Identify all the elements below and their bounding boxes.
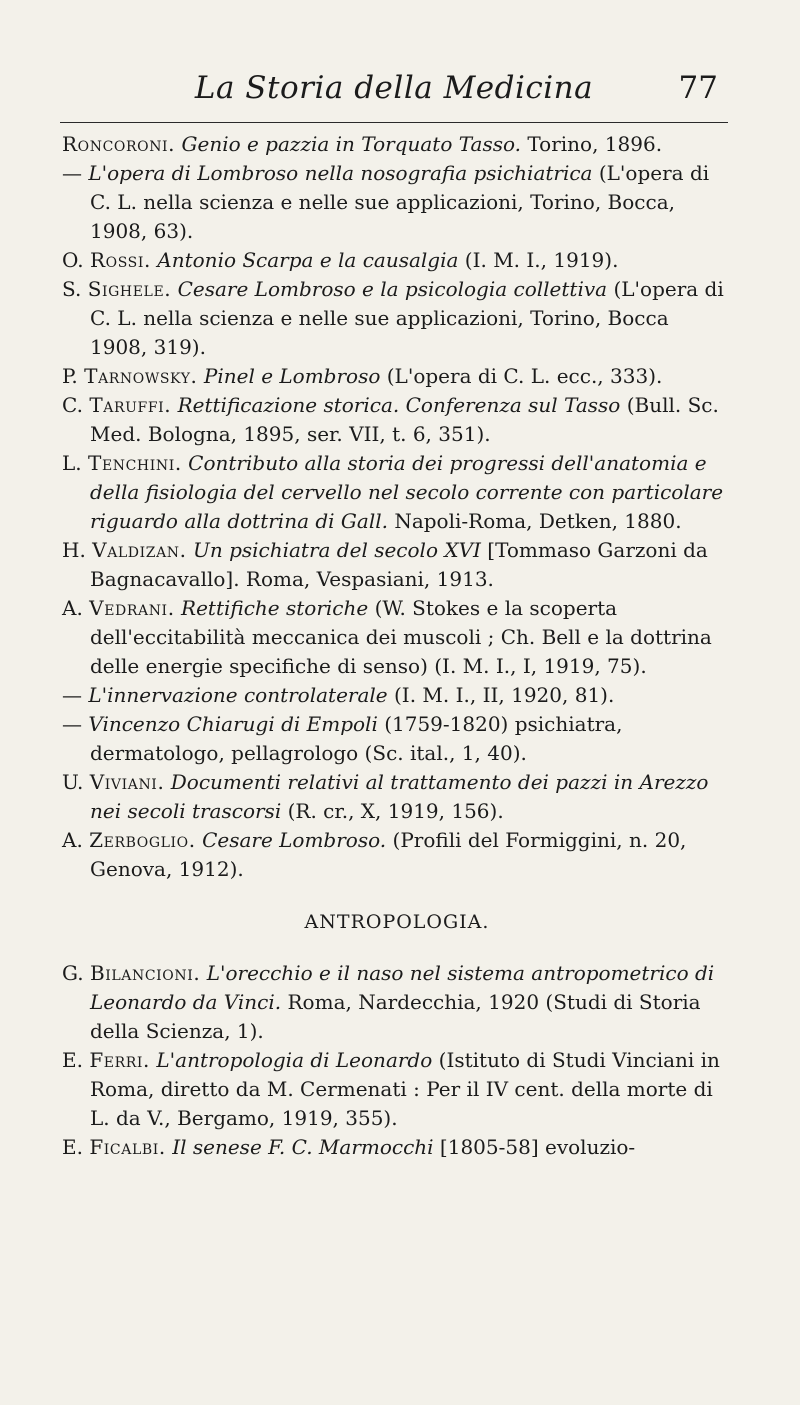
entry-details: (Profili del Formiggini, n. 20, Genova, 1912). xyxy=(90,828,687,881)
entry-title: L'antropologia di Leonardo xyxy=(156,1048,433,1072)
entry-details: (W. Stokes e la scoperta dell'eccitabilità meccanica dei muscoli ; Ch. Bell e la dottrina delle energie specifiche di senso) (I. M. I., I, 1919, 75). xyxy=(90,596,712,678)
entry-initial: L. xyxy=(62,451,88,475)
bib-entry xyxy=(62,362,732,391)
entry-initial: E. xyxy=(62,1135,90,1159)
bib-entry xyxy=(62,391,732,449)
entry-initial: C. xyxy=(62,393,90,417)
bib-entry xyxy=(62,536,732,594)
entry-ditto-dash: — xyxy=(62,683,82,707)
entry-initial: U. xyxy=(62,770,90,794)
entry-title: Rettificazione storica. Conferenza sul Tasso xyxy=(177,393,621,417)
bib-entry xyxy=(62,681,732,710)
entry-details: (R. cr., X, 1919, 156). xyxy=(287,799,504,823)
entry-details: [Tommaso Garzoni da Bagnacavallo]. Roma, Vespasiani, 1913. xyxy=(90,538,708,591)
page-number: 77 xyxy=(678,70,718,106)
bib-entry xyxy=(62,449,732,536)
bib-entry xyxy=(62,826,732,884)
entry-title: Il senese F. C. Marmocchi xyxy=(172,1135,434,1159)
entry-author: Sighele. xyxy=(87,277,172,301)
entry-details: (Bull. Sc. Med. Bologna, 1895, ser. VII, t. 6, 351). xyxy=(90,393,719,446)
bib-entry xyxy=(62,959,732,1046)
entry-details: (Istituto di Studi Vinciani in Roma, diretto da M. Cermenati : Per il IV cent. della morte di L. da V., Bergamo, 1919, 355). xyxy=(90,1048,720,1130)
entry-ditto-dash: — xyxy=(62,712,82,736)
entry-initial: A. xyxy=(62,596,90,620)
entry-title: L'orecchio e il naso nel sistema antropometrico di Leonardo da Vinci. xyxy=(90,961,715,1014)
entry-title: Pinel e Lombroso xyxy=(203,364,381,388)
entry-details: (L'opera di C. L. nella scienza e nelle sue applicazioni, Torino, Bocca 1908, 319). xyxy=(90,277,724,359)
entry-title: Un psichiatra del secolo XVI xyxy=(192,538,481,562)
entry-author: Bilancioni. xyxy=(89,961,201,985)
entry-title: Rettifiche storiche xyxy=(181,596,369,620)
entry-details: (L'opera di C. L. nella scienza e nelle sue applicazioni, Torino, Bocca, 1908, 63). xyxy=(90,161,710,243)
entry-details: (1759-1820) psichiatra, dermatologo, pellagrologo (Sc. ital., 1, 40). xyxy=(90,712,623,765)
entry-initial: E. xyxy=(62,1048,90,1072)
entry-initial: A. xyxy=(62,828,90,852)
entry-title: Cesare Lombroso. xyxy=(202,828,387,852)
entry-author: Valdizan. xyxy=(92,538,187,562)
running-title: La Storia della Medicina xyxy=(194,70,594,106)
entry-details: (I. M. I., II, 1920, 81). xyxy=(394,683,615,707)
entry-title: Genio e pazzia in Torquato Tasso. xyxy=(181,132,522,156)
bib-entry xyxy=(62,710,732,768)
entry-ditto-dash: — xyxy=(62,161,82,185)
bib-entry xyxy=(62,768,732,826)
entry-author: Rossi. xyxy=(89,248,151,272)
running-header xyxy=(60,70,728,123)
bib-entry xyxy=(62,1046,732,1133)
entry-details: Roma, Nardecchia, 1920 (Studi di Storia della Scienza, 1). xyxy=(90,990,701,1043)
entry-details: Napoli-Roma, Detken, 1880. xyxy=(394,509,682,533)
entry-title: Antonio Scarpa e la causalgia xyxy=(157,248,459,272)
entry-author: Tarnowsky. xyxy=(84,364,198,388)
entry-title: Contributo alla storia dei progressi dell'anatomia e della fisiologia del cervello nel secolo corrente con particolare riguardo alla dottrina di Gall. xyxy=(90,451,724,533)
bib-entry xyxy=(62,594,732,681)
entry-initial: G. xyxy=(62,961,90,985)
entry-author: Taruffi. xyxy=(89,393,172,417)
entry-initial: P. xyxy=(62,364,85,388)
bib-entry xyxy=(62,159,732,246)
entry-title: L'opera di Lombroso nella nosografia psichiatrica xyxy=(88,161,593,185)
entry-author: Ficalbi. xyxy=(89,1135,166,1159)
entry-title: Documenti relativi al trattamento dei pazzi in Arezzo nei secoli trascorsi xyxy=(90,770,709,823)
entry-details: [1805-58] evoluzio- xyxy=(439,1135,636,1159)
entry-title: L'innervazione controlaterale xyxy=(88,683,388,707)
entry-author: Viviani. xyxy=(89,770,165,794)
entry-author: Ferri. xyxy=(89,1048,150,1072)
entry-details: Torino, 1896. xyxy=(527,132,663,156)
entry-author: Vedrani. xyxy=(89,596,175,620)
entry-initial: H. xyxy=(62,538,93,562)
bib-entry xyxy=(62,275,732,362)
entry-author: Roncoroni. xyxy=(62,132,176,156)
entry-details: (L'opera di C. L. ecc., 333). xyxy=(386,364,663,388)
entry-author: Tenchini. xyxy=(88,451,182,475)
bib-entry xyxy=(62,130,732,159)
bib-entry xyxy=(62,246,732,275)
entry-author: Zerboglio. xyxy=(89,828,196,852)
entry-title: Cesare Lombroso e la psicologia collettiva xyxy=(177,277,608,301)
entry-title: Vincenzo Chiarugi di Empoli xyxy=(88,712,378,736)
section-heading: ANTROPOLOGIA. xyxy=(304,911,490,933)
bibliography-body xyxy=(62,130,732,1162)
entry-initial: S. xyxy=(62,277,88,301)
entry-initial: O. xyxy=(62,248,90,272)
entry-details: (I. M. I., 1919). xyxy=(464,248,619,272)
bib-entry xyxy=(62,1133,732,1162)
